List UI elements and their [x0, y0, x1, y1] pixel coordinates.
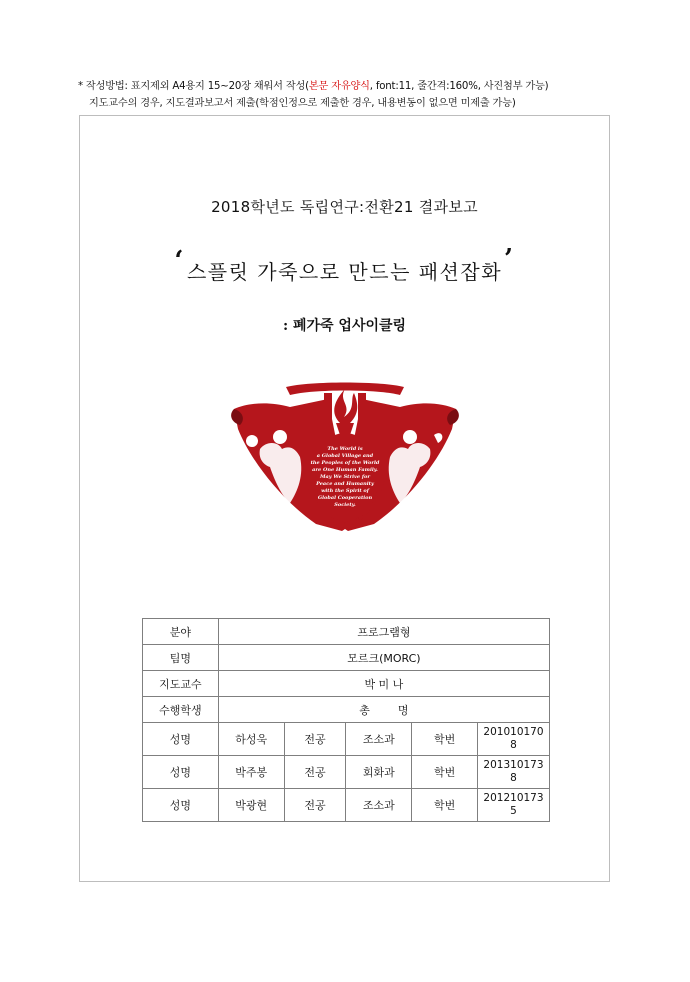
id-label: 학번	[412, 789, 478, 822]
advisor-value: 박 미 나	[218, 671, 549, 697]
report-subtitle: 2018학년도 독립연구:전환21 결과보고	[211, 198, 478, 216]
field-label: 분야	[143, 619, 219, 645]
scroll-top	[286, 383, 404, 396]
advisor-label: 지도교수	[143, 671, 219, 697]
students-label: 수행학생	[143, 697, 219, 723]
motto-line-6: Peace and Humanity	[316, 481, 374, 487]
motto-line-7: with the Spirit of	[321, 488, 369, 494]
table-row	[143, 671, 550, 697]
motto-line-9: Society.	[334, 502, 356, 508]
table-row	[143, 697, 550, 723]
name-label: 성명	[143, 723, 219, 756]
member-name: 박주봉	[218, 756, 284, 789]
field-value: 프로그램형	[218, 619, 549, 645]
team-label: 팀명	[143, 645, 219, 671]
open-quote: ‘	[174, 246, 185, 276]
title-text: 스플릿 가죽으로 만드는 패션잡화	[186, 260, 503, 284]
report-subsubtitle: : 폐가죽 업사이클링	[282, 318, 407, 334]
emblem-motto	[311, 446, 380, 508]
member-row	[143, 723, 550, 756]
member-row	[143, 789, 550, 822]
major-label: 전공	[284, 789, 346, 822]
name-label: 성명	[143, 756, 219, 789]
team-value: 모르크(MORC)	[218, 645, 549, 671]
students-value: 총 명	[218, 697, 549, 723]
motto-line-1: The World is	[327, 446, 363, 452]
member-major: 회화과	[346, 756, 412, 789]
report-title	[80, 244, 609, 286]
member-row	[143, 756, 550, 789]
instructions-line-2: 지도교수의 경우, 지도결과보고서 제출(학점인정으로 제출한 경우, 내용변동이 없으면 미제출 가능)	[89, 98, 516, 109]
member-id: 201310173 8	[477, 756, 549, 789]
member-name: 하성욱	[218, 723, 284, 756]
left-figure-book	[246, 435, 258, 447]
university-emblem-logo	[230, 379, 460, 541]
major-label: 전공	[284, 723, 346, 756]
major-label: 전공	[284, 756, 346, 789]
motto-line-3: the Peoples of the World	[310, 460, 380, 466]
motto-line-2: a Global Village and	[316, 453, 374, 459]
instructions-line-1: * 작성방법: 표지제외 A4용지 15~20장 채워서 작성(본문 자유양식, font:11, 줄간격:160%, 사진첨부 가능)	[78, 81, 549, 92]
cover-page	[79, 115, 610, 882]
id-label: 학번	[412, 723, 478, 756]
motto-line-4: are One Human Family.	[312, 467, 378, 473]
left-figure-head	[273, 430, 287, 444]
member-major: 조소과	[346, 723, 412, 756]
name-label: 성명	[143, 789, 219, 822]
table-row	[143, 619, 550, 645]
id-label: 학번	[412, 756, 478, 789]
flame-shape	[334, 389, 357, 423]
member-name: 박광현	[218, 789, 284, 822]
table-row	[143, 645, 550, 671]
motto-line-5: May We Strive for	[320, 474, 370, 480]
right-figure-head	[403, 430, 417, 444]
instructions-highlight: 본문 자유양식	[308, 81, 370, 92]
motto-line-8: Global Cooperation	[317, 495, 373, 501]
close-quote: ’	[504, 244, 515, 274]
member-major: 조소과	[346, 789, 412, 822]
member-id: 201210173 5	[477, 789, 549, 822]
project-info-table	[142, 618, 550, 822]
member-id: 201010170 8	[477, 723, 549, 756]
writing-instructions	[78, 78, 638, 112]
